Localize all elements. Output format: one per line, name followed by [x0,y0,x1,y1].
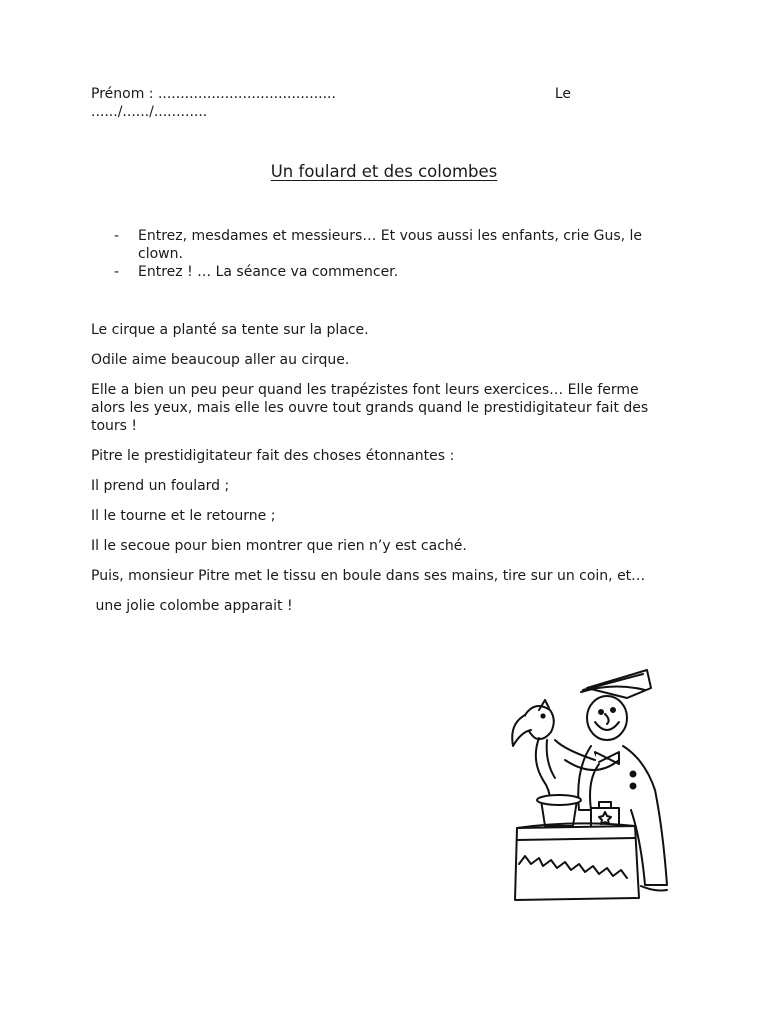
paragraph: Le cirque a planté sa tente sur la place. [91,322,369,338]
dialogue-list [114,227,659,281]
paragraph: Pitre le prestidigitateur fait des choses étonnantes : [91,448,455,464]
dash-bullet: - [114,228,120,244]
prenom-line: Prénom : ........................................ [91,86,336,102]
story-title: Un foulard et des colombes [270,162,498,181]
paragraph: Il le tourne et le retourne ; [91,508,276,524]
paragraph: Odile aime beaucoup aller au cirque. [91,352,350,368]
paragraph: Il le secoue pour bien montrer que rien n’y est caché. [91,538,467,554]
paragraph: une jolie colombe apparait ! [91,598,293,614]
magician-with-dove-icon [495,660,675,905]
dialogue-line [114,227,659,263]
paragraph: Elle a bien un peu peur quand les trapézistes font leurs exercices… Elle ferme alors les yeux, mais elle les ouvre tout grands quand le prestidigitateur fait des tours ! [91,382,649,434]
dialogue-text: Entrez ! … La séance va commencer. [138,264,399,280]
paragraph: Il prend un foulard ; [91,478,230,494]
header-row [91,85,571,103]
dialogue-text: Entrez, mesdames et messieurs… Et vous aussi les enfants, crie Gus, le clown. [138,228,643,262]
dialogue-line [114,263,659,281]
date-label: Le [554,86,571,102]
header [91,85,571,121]
paragraph: Puis, monsieur Pitre met le tissu en boule dans ses mains, tire sur un coin, et… [91,568,646,584]
date-line: ....../....../............ [91,104,208,120]
story-body [91,321,671,627]
dash-bullet: - [114,264,120,280]
